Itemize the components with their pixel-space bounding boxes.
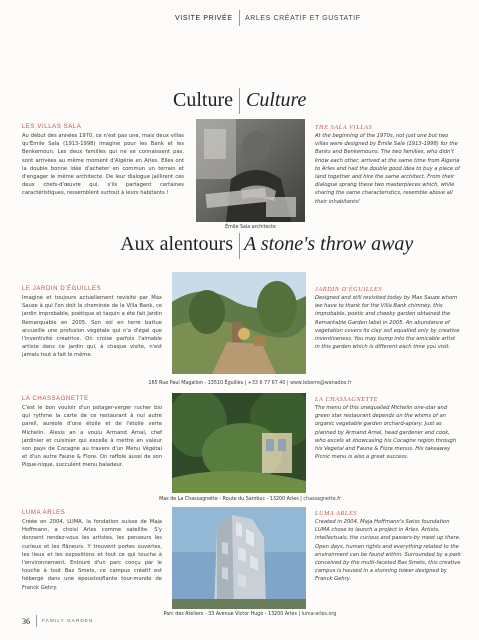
luma-text-en: Created in 2004, Maja Hoffmann's Swiss foundation LUMA chose to launch a project in Arles. Artists, intellectuals, the curious and passers-by meet up there. Open days, human rights and everything related to the environment can be found within. Surrounded by a park conceived by the multi-faceted Bas Smets, this creative campus is housed in a stunning tower designed by Franck Gehry. bbox=[315, 519, 461, 583]
chassagnette-web[interactable]: chassagnette.fr bbox=[303, 497, 341, 502]
jardin-photo bbox=[172, 272, 306, 374]
garden-photo-image bbox=[172, 272, 306, 374]
luma-heading-en: LUMA ARLES bbox=[315, 510, 358, 517]
title-divider bbox=[239, 88, 240, 114]
jardin-address: 165 Rue Paul Magallon bbox=[148, 381, 203, 386]
chassagnette-city: 13200 Arles bbox=[269, 497, 299, 502]
chassagnette-heading-en: LA CHASSAGNETTE bbox=[315, 396, 379, 403]
luma-city: 13200 Arles bbox=[268, 612, 297, 617]
luma-tower-image bbox=[172, 507, 306, 609]
title-divider-2 bbox=[239, 233, 240, 259]
villas-text-en: At the beginning of the 1970s, not just one but two villas were designed by Émile Sala (1913-1998) for the Banks and Benkemouns. The two families, who didn't know each other, arrived at the same time from Algeria to Arles and had the double good idea to buy a piece of land together and hire the same architect. From their dialogue sprang these two masterpieces which, while sharing the same characteristics, resemble above all their inhabitants! bbox=[315, 133, 460, 205]
villas-heading-en: THE SALA VILLAS bbox=[315, 124, 373, 131]
chassagnette-text-fr: C'est le bon vouloir d'un potager-verger rucher bio qui rythme la carte de ce restaurant à nul autre pareil, auréolé d'une étoile et de l'étoile verte Michelin. Alexis an a voulu Armand Arnal, chef jardinier et cuisinier qui excelle à mettre en valeur son pays de Cocagne au travers d'un Menu Végétal et d'un autre Faune & Flore. On raffole aussi de son Pique-nique, succulent menu baladeur. bbox=[22, 405, 162, 469]
luma-address: Parc des Ateliers - 33 Avenue Victor Hugo bbox=[163, 612, 264, 617]
chassagnette-heading-fr: LA CHASSAGNETTE bbox=[22, 396, 89, 402]
jardin-address-line: 165 Rue Paul Magallon - 13510 Éguilles | +33 6 77 67 40 | www.leberre@wanadoo.fr bbox=[148, 381, 352, 386]
jardin-text-en: Designed and still revisited today by Max Sauze whom we have to thank for the Villa Bank chimney, this improbable, poetic and cheeky garden obtained the Remarkable Garden label in 2005. An abundance of vegetation covers its clay soil equalled only by creative inventiveness. You may bump into the amicable artist in this garden which is different each time you visit. bbox=[315, 295, 460, 351]
jardin-text-fr: Imaginé et toujours actuellement revisité par Max Sauze à qui l'on doit la cheminée de la Villa Bank, ce jardin improbable, poétique et taquin a été fait Jardin Remarquable en 2005. Son sol en terre battue accueille une profusion végétale qui n'a d'égal que l'inventivité créatrice. On croise parfois l'aimable artiste dans ce jardin qui, à chaque visite, n'est jamais tout à fait le même. bbox=[22, 295, 162, 359]
culture-title-en: Culture bbox=[246, 89, 307, 111]
alentours-title-en: A stone's throw away bbox=[244, 233, 414, 255]
jardin-phone: +33 6 77 67 40 bbox=[247, 381, 286, 386]
jardin-web[interactable]: www.leberre@wanadoo.fr bbox=[290, 381, 352, 386]
photo-caption: Émile Sala architecte bbox=[225, 225, 276, 230]
divider bbox=[239, 10, 240, 26]
chassagnette-address: Mas de La Chassagnette - Route du Sambuc bbox=[159, 497, 266, 502]
restaurant-photo-image bbox=[172, 393, 306, 493]
sala-photo bbox=[196, 119, 305, 222]
architect-photo-image bbox=[196, 119, 305, 222]
jardin-city: 13510 Éguilles bbox=[207, 381, 244, 386]
luma-heading-fr: LUMA ARLES bbox=[22, 510, 66, 516]
luma-web[interactable]: luma-arles.org bbox=[301, 612, 337, 617]
chassagnette-photo bbox=[172, 393, 306, 493]
luma-photo bbox=[172, 507, 306, 609]
culture-title-fr: Culture bbox=[173, 89, 233, 111]
luma-address-line: Parc des Ateliers - 33 Avenue Victor Hugo - 13200 Arles | luma-arles.org bbox=[163, 612, 337, 617]
luma-text-fr: Créée en 2004, LUMA, la fondation suisse de Maja Hoffmann, a choisi Arles comme satellite. S'y donnent rendez-vous les artistes, les penseurs les curieux et les flâneurs. Y trouvent portes ouvertes, les lieux et les expositions et tout ce qui touche à l'environnement. Entouré d'un parc conçu par le touche à tout Bas Smets, ce campus créatif est hébergé dans une époustouflante tour-monde de Franck Gehry. bbox=[22, 519, 162, 591]
chassagnette-text-en: The menu of this unequalled Michelin one-star and green star restaurant depends on the whims of an organic vegetable garden orchard-apiary. Just as planned by Armand Arnal, head gardener and cook, who excels at showcasing his Cocagne region through his Vegetal and Faune & Flore menus. His takeaway Picnic menu is also a great success. bbox=[315, 405, 457, 461]
villas-text-fr: Au début des années 1970, ce n'est pas une, mais deux villas qu'Émile Sala (1913-1998) imagine pour les Bank et les Benkemoun. Les deux familles qui ne se connaissent pas, sont arrivées au même moment d'Algérie en Arles. Elles ont la double bonne idée d'acheter en commun un terrain et d'engager le même architecte. De leur dialogue jaillirent ces deux chefs-d'œuvre qui, s'ils partagent certaines caractéristiques, ressemblent surtout à leurs habitants ! bbox=[22, 133, 184, 197]
jardin-heading-en: JARDIN D'ÉGUILLES bbox=[315, 286, 383, 293]
alentours-title-fr: Aux alentours bbox=[120, 233, 233, 255]
footer-divider bbox=[36, 615, 37, 627]
section-label: VISITE PRIVÉE bbox=[175, 15, 233, 22]
jardin-heading-fr: LE JARDIN D'ÉGUILLES bbox=[22, 286, 102, 292]
page-number: 36 bbox=[22, 617, 30, 626]
section-subtitle: ARLES CRÉATIF ET GUSTATIF bbox=[245, 15, 361, 22]
chassagnette-address-line: Mas de La Chassagnette - Route du Sambuc - 13200 Arles | chassagnette.fr bbox=[159, 497, 341, 502]
magazine-name: FAMILY GARDEN bbox=[42, 619, 94, 624]
villas-heading-fr: LES VILLAS SALA bbox=[22, 124, 82, 130]
